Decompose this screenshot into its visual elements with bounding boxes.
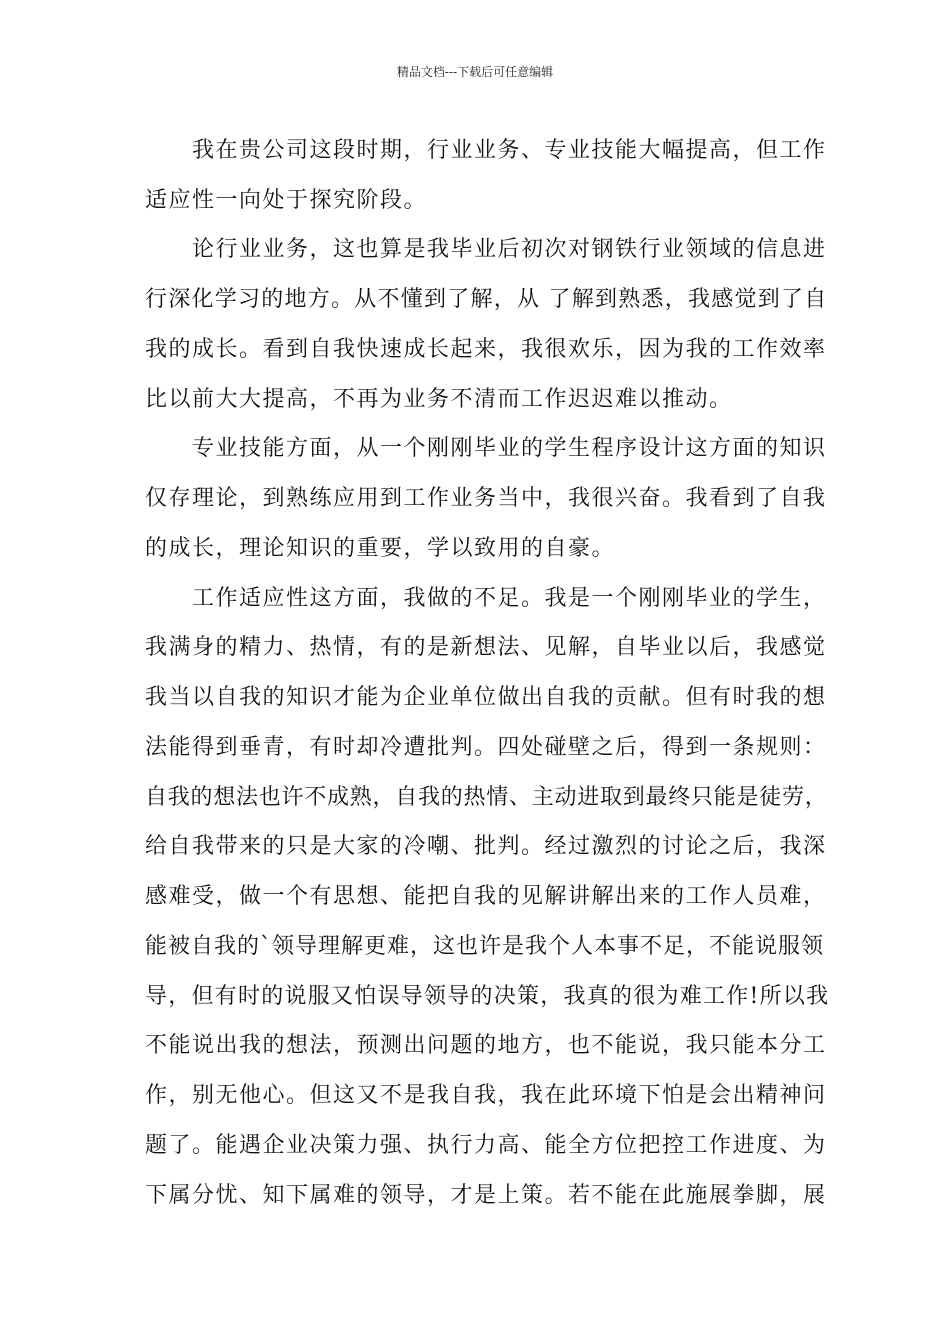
text-line: 论行业业务，这也算是我毕业后初次对钢铁行业领域的信息进 <box>192 237 827 262</box>
text-line: 导，但有时的说服又怕误导领导的决策，我真的很为难工作!所以我 <box>145 984 830 1009</box>
text-line: 自我的想法也许不成熟，自我的热情、主动进取到最终只能是徒劳， <box>145 785 828 810</box>
page-header: 精品文档---下载后可任意编辑 <box>396 65 554 79</box>
text-line: 专业技能方面，从一个刚刚毕业的学生程序设计这方面的知识 <box>192 436 827 461</box>
text-line: 能被自我的`领导理解更难，这也许是我个人本事不足，不能说服领 <box>145 934 825 959</box>
text-line: 仅存理论，到熟练应用到工作业务当中，我很兴奋。我看到了自我 <box>145 486 827 511</box>
text-line: 给自我带来的只是大家的冷嘲、批判。经过激烈的讨论之后，我深 <box>145 834 827 859</box>
text-line: 适应性一向处于探究阶段。 <box>145 188 428 213</box>
text-line: 我在贵公司这段时期，行业业务、专业技能大幅提高，但工作 <box>192 138 827 163</box>
text-line: 我当以自我的知识才能为企业单位做出自我的贡献。但有时我的想 <box>145 685 827 710</box>
text-line: 不能说出我的想法，预测出问题的地方，也不能说，我只能本分工 <box>145 1033 827 1058</box>
text-line: 我的成长。看到自我快速成长起来，我很欢乐，因为我的工作效率 <box>145 337 827 362</box>
text-line: 法能得到垂青，有时却冷遭批判。四处碰壁之后，得到一条规则： <box>145 735 827 760</box>
text-line: 我满身的精力、热情，有的是新想法、见解，自毕业以后，我感觉 <box>145 635 827 660</box>
text-line: 的成长，理论知识的重要，学以致用的自豪。 <box>145 536 616 561</box>
text-line: 工作适应性这方面，我做的不足。我是一个刚刚毕业的学生， <box>192 586 827 611</box>
text-line: 行深化学习的地方。从不懂到了解，从 了解到熟悉，我感觉到了自 <box>145 287 828 312</box>
text-line: 感难受，做一个有思想、能把自我的见解讲解出来的工作人员难， <box>145 884 827 909</box>
text-line: 作，别无他心。但这又不是我自我，我在此环境下怕是会出精神问 <box>145 1083 827 1108</box>
text-line: 比以前大大提高，不再为业务不清而工作迟迟难以推动。 <box>145 387 733 412</box>
text-line: 下属分忧、知下属难的领导，才是上策。若不能在此施展拳脚，展 <box>145 1183 827 1208</box>
text-line: 题了。能遇企业决策力强、执行力高、能全方位把控工作进度、为 <box>145 1133 827 1158</box>
